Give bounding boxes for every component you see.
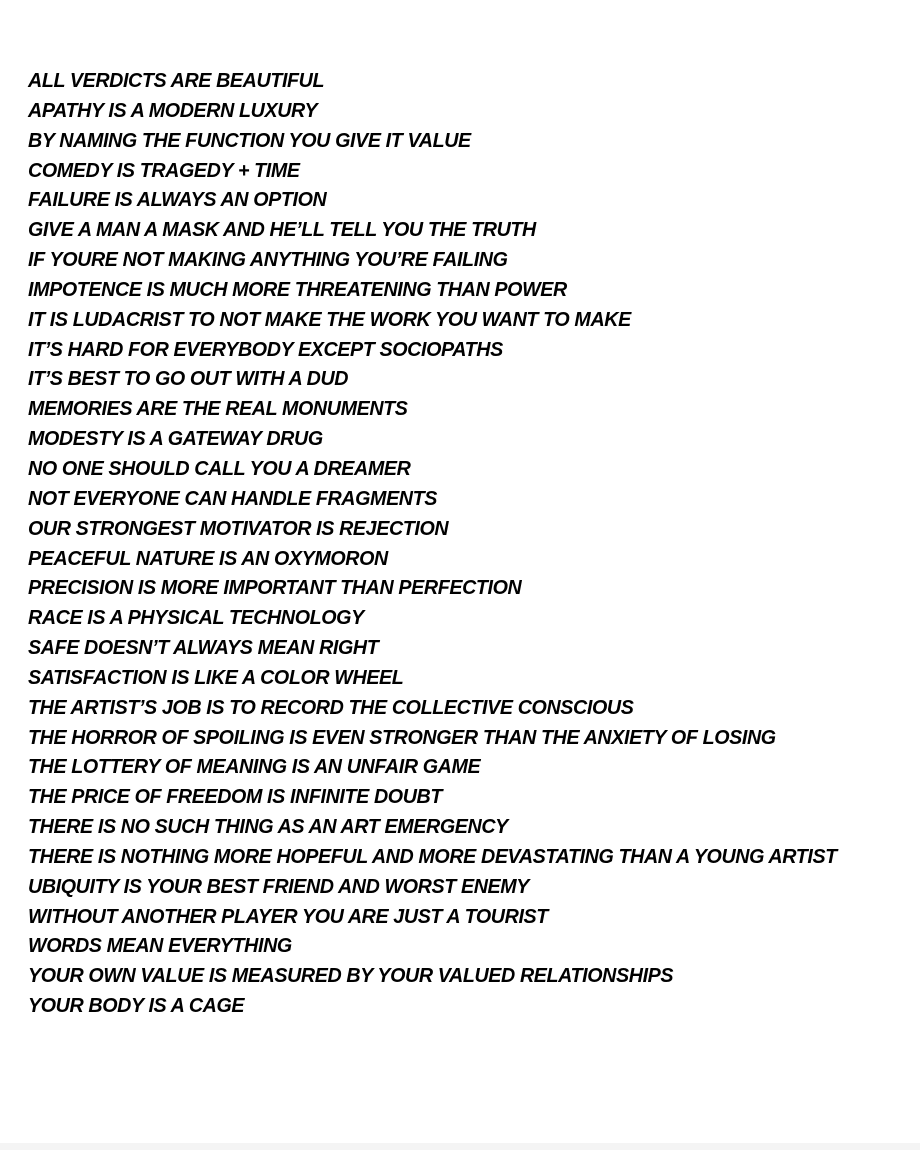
truism-line: SAFE DOESN’T ALWAYS MEAN RIGHT <box>28 636 379 660</box>
truism-line: BY NAMING THE FUNCTION YOU GIVE IT VALUE <box>28 128 471 152</box>
truism-line: IT IS LUDACRIST TO NOT MAKE THE WORK YOU WANT TO MAKE <box>28 307 631 331</box>
truism-line: UBIQUITY IS YOUR BEST FRIEND AND WORST ENEMY <box>28 874 530 898</box>
truism-line: WORDS MEAN EVERYTHING <box>28 934 292 958</box>
truism-line: MEMORIES ARE THE REAL MONUMENTS <box>28 397 408 421</box>
truism-line: NO ONE SHOULD CALL YOU A DREAMER <box>28 456 411 480</box>
truism-line: WITHOUT ANOTHER PLAYER YOU ARE JUST A TOURIST <box>28 904 548 928</box>
truism-line: FAILURE IS ALWAYS AN OPTION <box>28 188 327 212</box>
truism-line: THERE IS NO SUCH THING AS AN ART EMERGENCY <box>28 815 508 839</box>
truism-line: YOUR BODY IS A CAGE <box>28 994 245 1018</box>
truism-line: MODESTY IS A GATEWAY DRUG <box>28 427 323 451</box>
truism-line: YOUR OWN VALUE IS MEASURED BY YOUR VALUED RELATIONSHIPS <box>28 964 674 988</box>
page-bottom-edge <box>0 1143 920 1150</box>
truisms-list <box>28 66 871 1021</box>
truism-line: COMEDY IS TRAGEDY + TIME <box>28 158 300 182</box>
truism-line: APATHY IS A MODERN LUXURY <box>28 98 318 122</box>
truism-line: THE PRICE OF FREEDOM IS INFINITE DOUBT <box>28 785 443 809</box>
truism-line: ALL VERDICTS ARE BEAUTIFUL <box>28 69 325 92</box>
truism-line: IT’S BEST TO GO OUT WITH A DUD <box>28 367 349 391</box>
truism-line: GIVE A MAN A MASK AND HE’LL TELL YOU THE TRUTH <box>28 218 536 242</box>
truism-line: IF YOURE NOT MAKING ANYTHING YOU’RE FAILING <box>28 248 508 272</box>
truism-line: RACE IS A PHYSICAL TECHNOLOGY <box>28 606 364 630</box>
truism-line: THE LOTTERY OF MEANING IS AN UNFAIR GAME <box>28 755 481 779</box>
truism-line: THE HORROR OF SPOILING IS EVEN STRONGER THAN THE ANXIETY OF LOSING <box>28 725 776 749</box>
truism-line: IT’S HARD FOR EVERYBODY EXCEPT SOCIOPATHS <box>28 337 503 361</box>
truism-line: NOT EVERYONE CAN HANDLE FRAGMENTS <box>28 486 438 510</box>
truism-line: PRECISION IS MORE IMPORTANT THAN PERFECTION <box>28 576 522 600</box>
truism-line: THERE IS NOTHING MORE HOPEFUL AND MORE DEVASTATING THAN A YOUNG ARTIST <box>28 844 837 868</box>
truism-line: SATISFACTION IS LIKE A COLOR WHEEL <box>28 665 404 689</box>
truism-line: PEACEFUL NATURE IS AN OXYMORON <box>28 546 388 570</box>
truism-line: OUR STRONGEST MOTIVATOR IS REJECTION <box>28 516 449 540</box>
truism-line: IMPOTENCE IS MUCH MORE THREATENING THAN POWER <box>28 277 567 301</box>
truism-line: THE ARTIST’S JOB IS TO RECORD THE COLLECTIVE CONSCIOUS <box>28 695 634 719</box>
